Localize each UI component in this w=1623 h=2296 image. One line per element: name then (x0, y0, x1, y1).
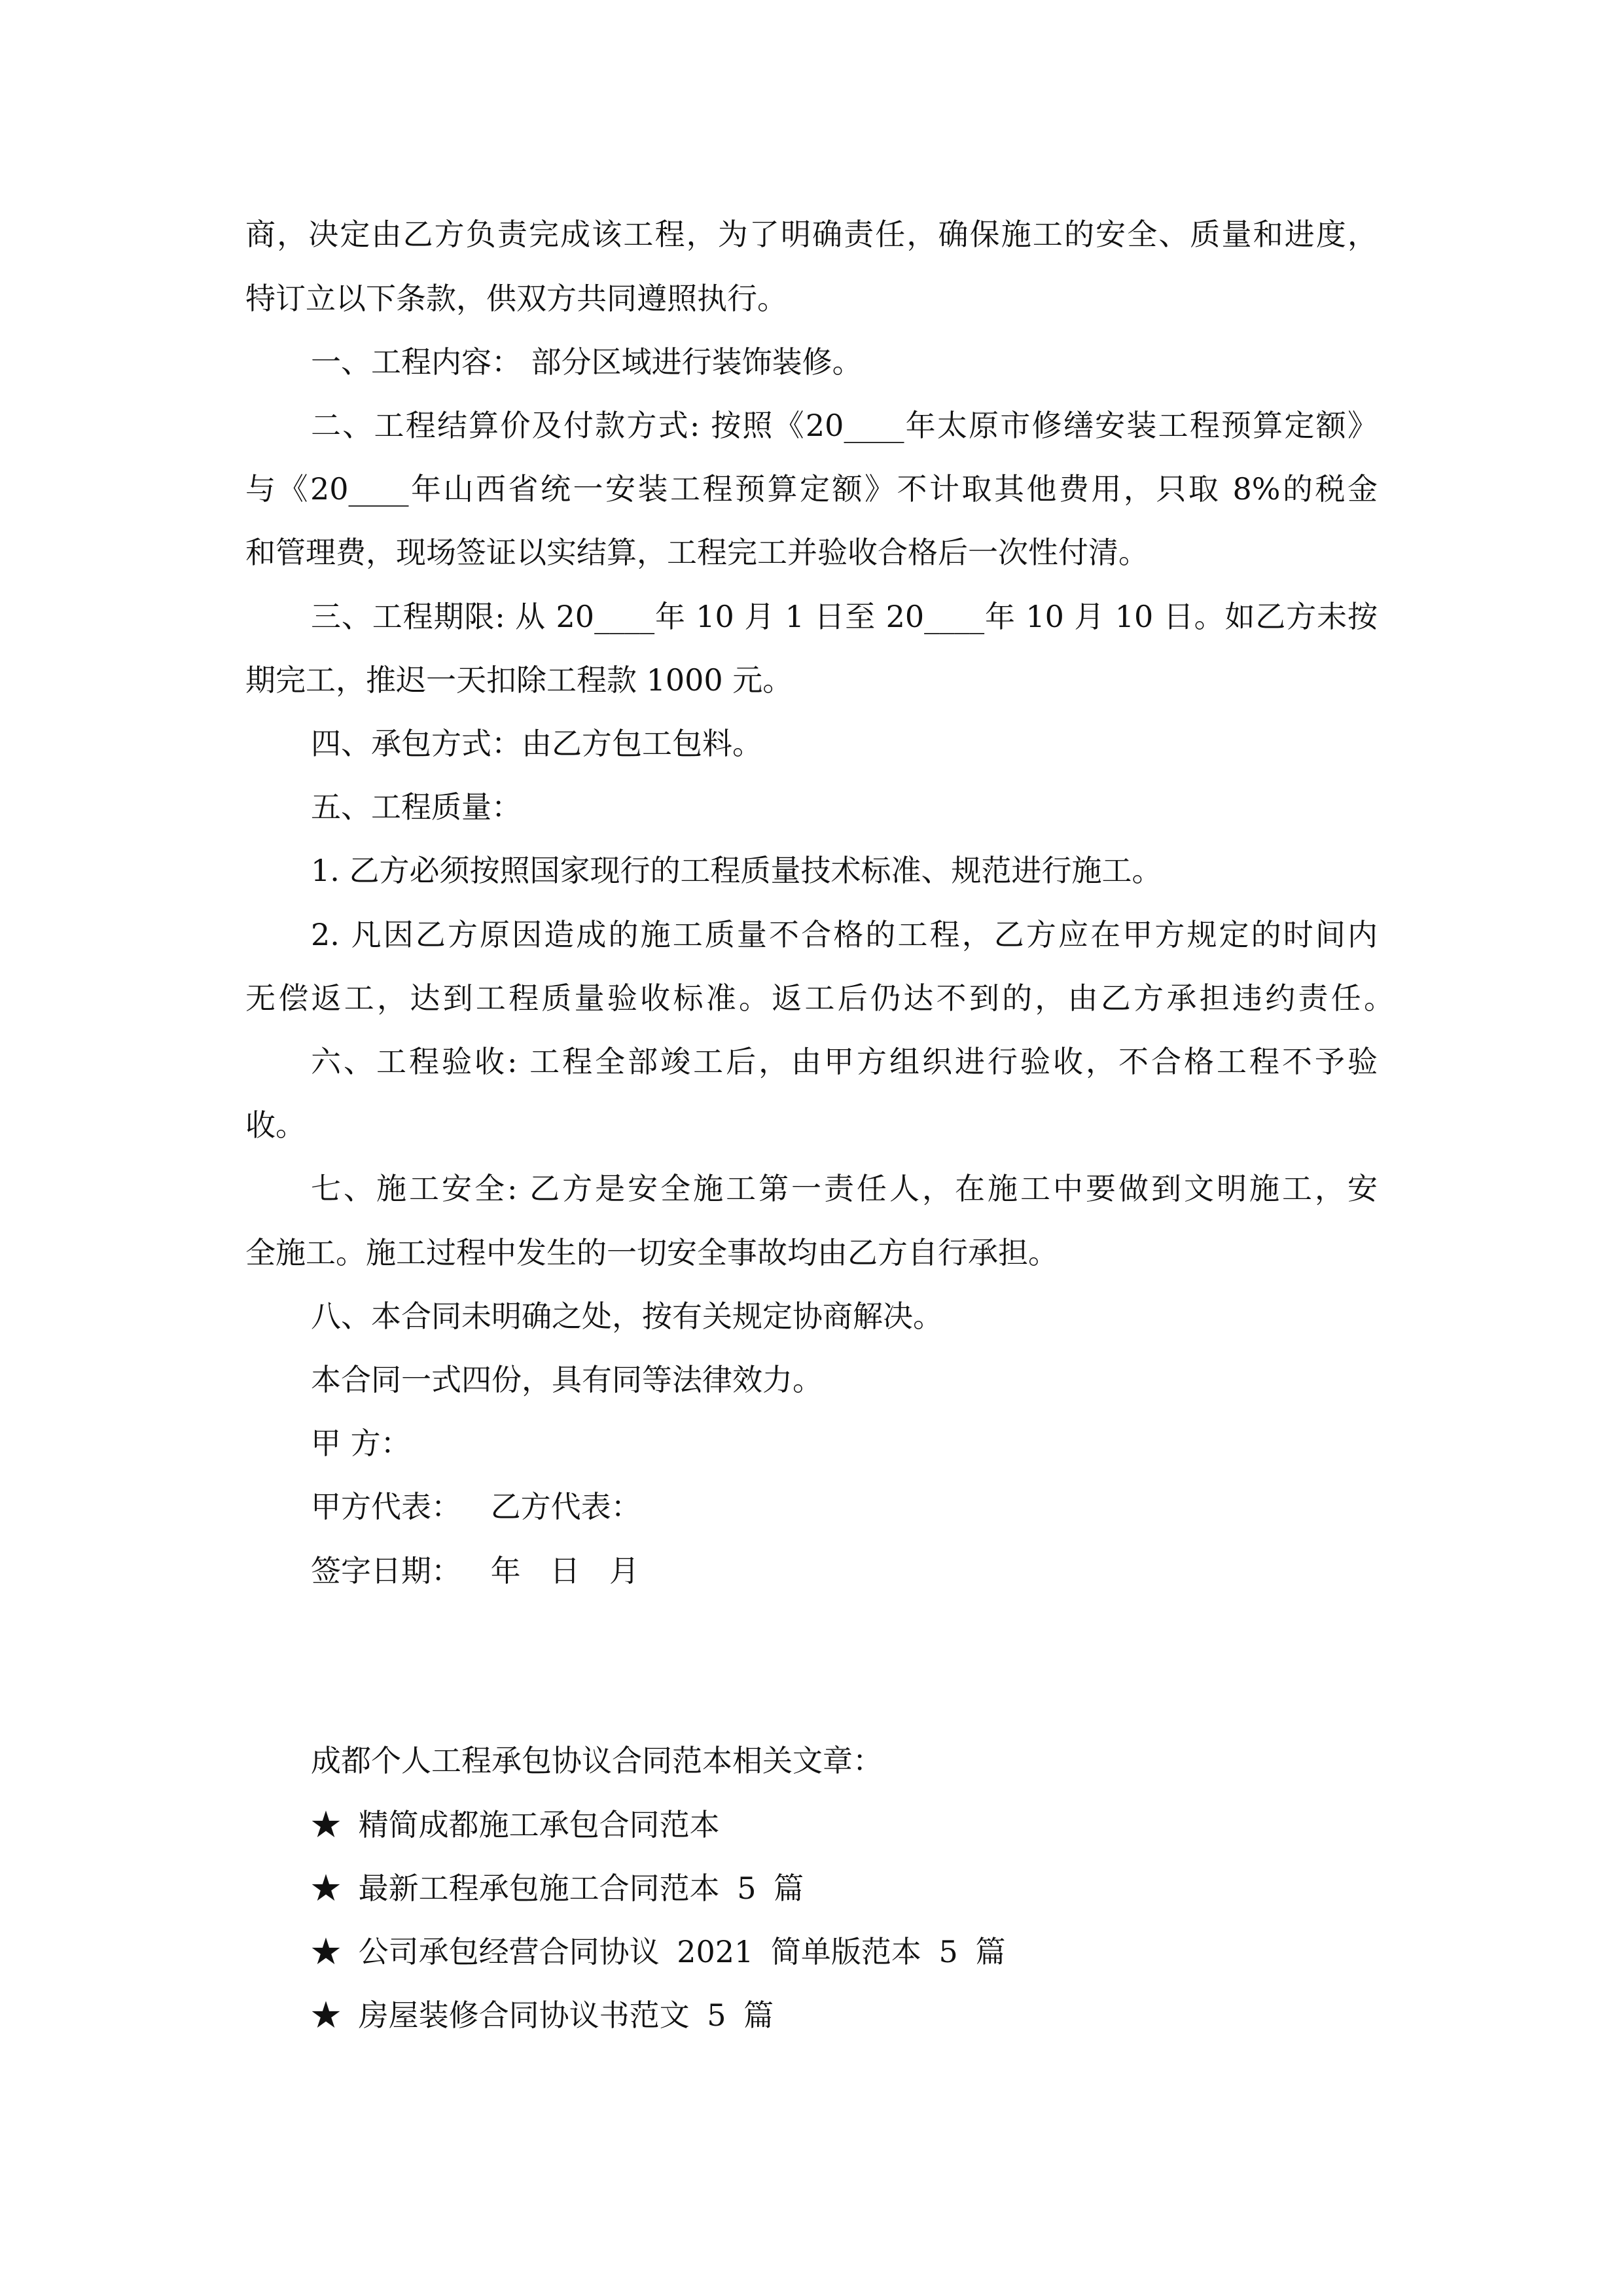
clause-4: 四、承包方式：由乙方包工包料。 (311, 726, 762, 761)
clause-1: 一、工程内容： 部分区域进行装饰装修。 (311, 344, 863, 380)
clause-8: 八、本合同未明确之处，按有关规定协商解决。 (311, 1299, 943, 1334)
clause-6-line-1: 六、工程验收: 工程全部竣工后，由甲方组织进行验收，不合格工程不予验 (311, 1044, 1378, 1079)
clause-5-item-1: 1. 乙方必须按照国家现行的工程质量技术标准、规范进行施工。 (311, 853, 1162, 888)
clause-6-line-2: 收。 (245, 1107, 306, 1143)
related-article-link[interactable]: ★ 精简成都施工承包合同范本 (311, 1807, 720, 1842)
body-line-2: 特订立以下条款，供双方共同遵照执行。 (245, 281, 787, 316)
related-article-link[interactable]: ★ 房屋装修合同协议书范文 5 篇 (311, 1998, 774, 2033)
body-line-1: 商，决定由乙方负责完成该工程，为了明确责任，确保施工的安全、质量和进度， (245, 217, 1378, 252)
clause-3-line-2: 期完工，推迟一天扣除工程款 1000 元。 (245, 662, 793, 698)
representatives-line: 甲方代表： 乙方代表： (311, 1489, 641, 1524)
clause-5-item-2-line-1: 2. 凡因乙方原因造成的施工质量不合格的工程，乙方应在甲方规定的时间内 (311, 917, 1378, 952)
copies-statement: 本合同一式四份，具有同等法律效力。 (311, 1362, 823, 1397)
clause-2-line-2: 与《20____年山西省统一安装工程预算定额》不计取其他费用，只取 8%的税金 (245, 471, 1378, 507)
party-a-label: 甲 方： (311, 1426, 411, 1461)
clause-7-line-1: 七、施工安全: 乙方是安全施工第一责任人，在施工中要做到文明施工，安 (311, 1171, 1378, 1206)
related-articles-heading: 成都个人工程承包协议合同范本相关文章： (311, 1743, 883, 1778)
related-article-link[interactable]: ★ 公司承包经营合同协议 2021 简单版范本 5 篇 (311, 1934, 1006, 1969)
related-article-link[interactable]: ★ 最新工程承包施工合同范本 5 篇 (311, 1871, 804, 1906)
clause-3-line-1: 三、工程期限: 从 20____年 10 月 1 日至 20____年 10 月 10 日。如乙方未按 (311, 599, 1378, 634)
clause-2-line-3: 和管理费，现场签证以实结算，工程完工并验收合格后一次性付清。 (245, 535, 1149, 570)
clause-5: 五、工程质量： (311, 789, 522, 825)
clause-2-line-1: 二、工程结算价及付款方式: 按照《20____年太原市修缮安装工程预算定额》 (311, 408, 1378, 443)
signing-date-line: 签字日期： 年 日 月 (311, 1553, 639, 1588)
clause-7-line-2: 全施工。施工过程中发生的一切安全事故均由乙方自行承担。 (245, 1235, 1058, 1270)
clause-5-item-2-line-2: 无偿返工，达到工程质量验收标准。返工后仍达不到的，由乙方承担违约责任。 (245, 980, 1394, 1016)
